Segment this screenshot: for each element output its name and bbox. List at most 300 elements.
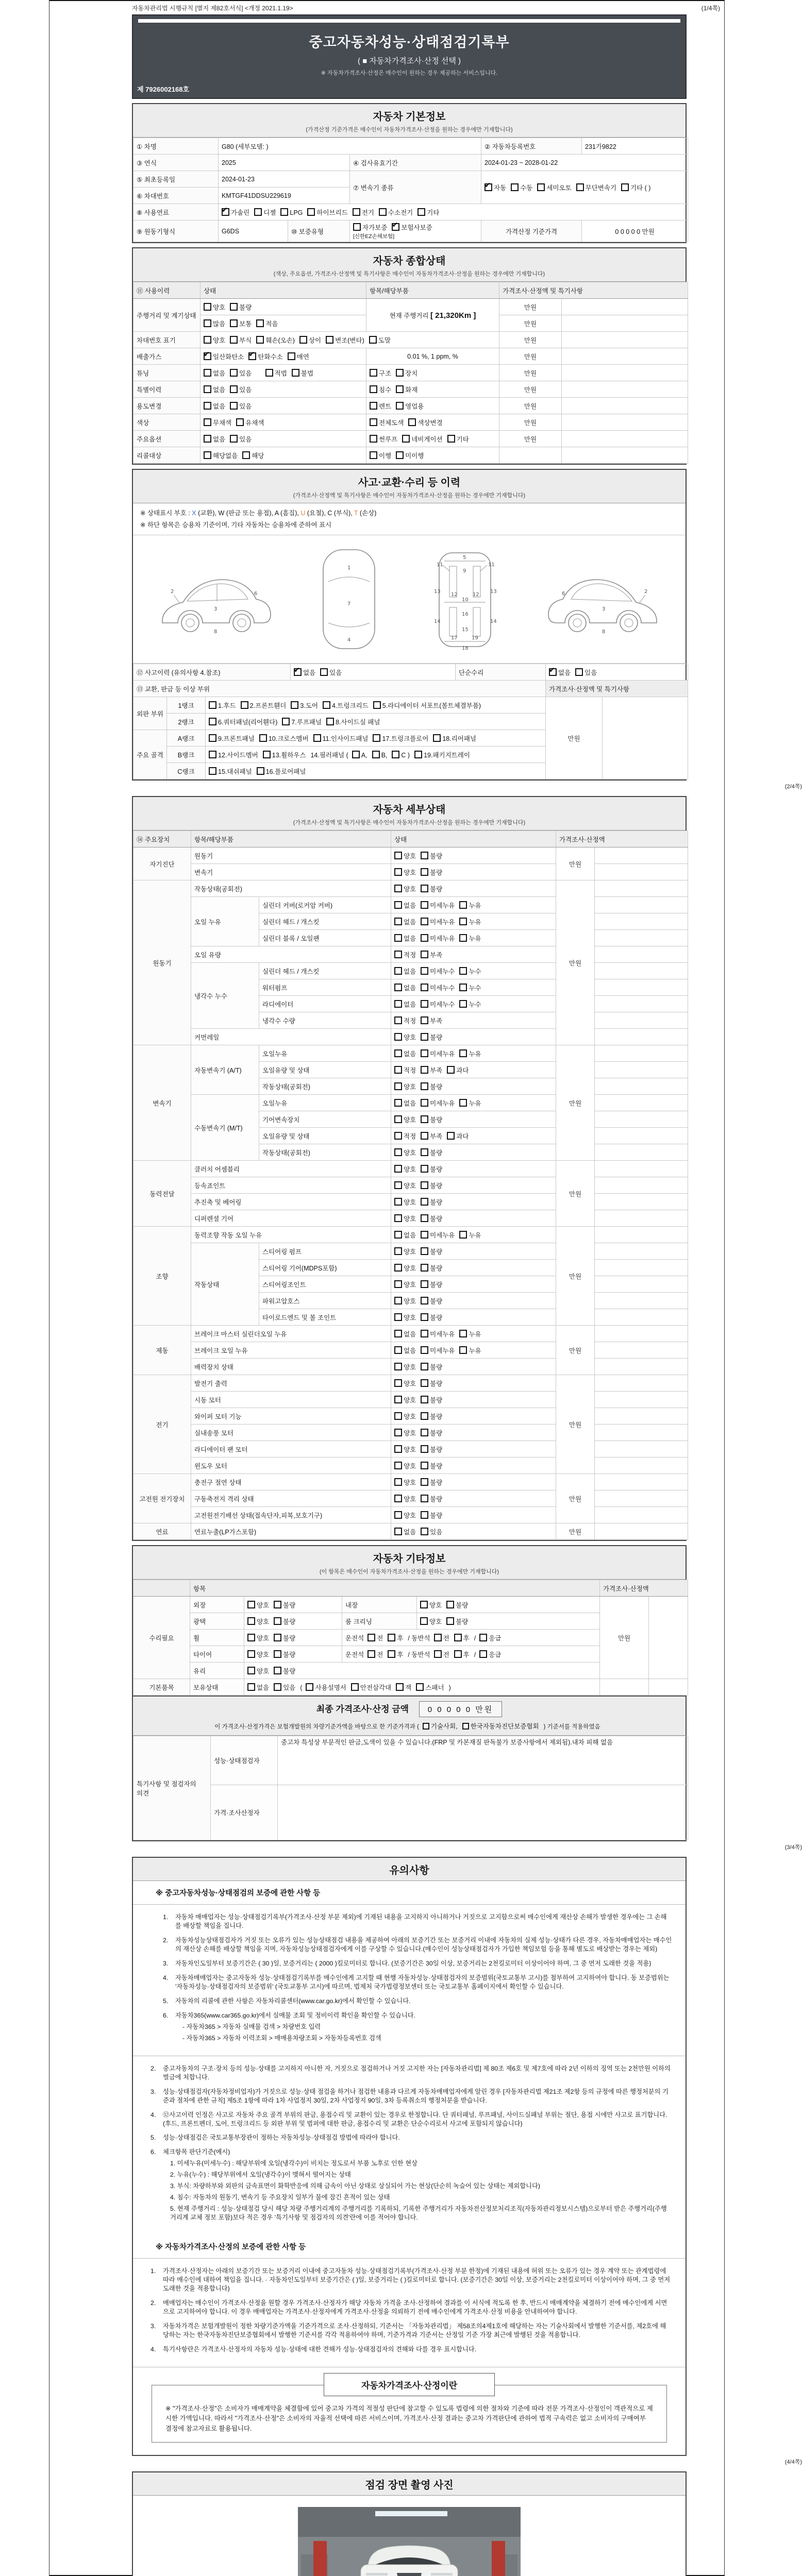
checkbox-option[interactable] <box>394 1412 416 1421</box>
checkbox-icon[interactable] <box>421 901 428 909</box>
checkbox-icon[interactable] <box>421 1247 428 1255</box>
checkbox-icon[interactable] <box>299 336 307 344</box>
checkbox-icon[interactable] <box>230 402 238 410</box>
checkbox-group-cell[interactable] <box>391 1210 556 1227</box>
checkbox-option[interactable] <box>379 208 413 217</box>
checkbox-icon[interactable] <box>209 701 216 709</box>
checkbox-group-cell[interactable] <box>391 1227 556 1243</box>
checkbox-option[interactable] <box>204 302 225 312</box>
checkbox-option[interactable] <box>421 1181 442 1190</box>
checkbox-icon[interactable] <box>434 1650 442 1658</box>
checkbox-icon[interactable] <box>394 1148 402 1156</box>
checkbox-icon[interactable] <box>204 402 211 410</box>
checkbox-option[interactable] <box>204 368 225 378</box>
checkbox-option[interactable] <box>274 1617 295 1626</box>
checkbox-icon[interactable] <box>247 1617 255 1625</box>
checkbox-icon[interactable] <box>479 1634 487 1641</box>
checkbox-icon[interactable] <box>394 1511 402 1519</box>
checkbox-icon[interactable] <box>306 1683 313 1691</box>
checkbox-icon[interactable] <box>326 336 333 344</box>
checkbox-icon[interactable] <box>421 1363 428 1370</box>
checkbox-group-cell[interactable] <box>391 1474 556 1490</box>
checkbox-option[interactable] <box>306 1683 346 1692</box>
checkbox-icon[interactable] <box>394 901 402 909</box>
checkbox-icon[interactable] <box>459 1330 467 1337</box>
checkbox-icon[interactable] <box>421 885 428 892</box>
checkbox-icon[interactable] <box>394 1478 402 1486</box>
checkbox-icon[interactable] <box>313 734 321 742</box>
checkbox-group-cell[interactable] <box>206 714 546 730</box>
checkbox-option[interactable] <box>421 1412 442 1421</box>
checkbox-option[interactable] <box>446 1617 468 1626</box>
checkbox-group-cell[interactable] <box>366 398 499 414</box>
checkbox-option[interactable] <box>421 1527 442 1536</box>
checkbox-icon[interactable] <box>394 1181 402 1189</box>
checkbox-option[interactable] <box>421 1395 442 1404</box>
checkbox-icon[interactable] <box>421 1082 428 1090</box>
checkbox-checked-icon[interactable] <box>222 208 229 216</box>
checkbox-icon[interactable] <box>204 303 211 311</box>
checkbox-icon[interactable] <box>459 1231 467 1239</box>
checkbox-icon[interactable] <box>421 1412 428 1420</box>
checkbox-icon[interactable] <box>421 1379 428 1387</box>
checkbox-option[interactable] <box>549 668 571 677</box>
checkbox-option[interactable] <box>394 1164 416 1174</box>
checkbox-option[interactable] <box>209 767 252 776</box>
checkbox-icon[interactable] <box>204 336 211 344</box>
checkbox-icon[interactable] <box>421 1511 428 1519</box>
checkbox-option[interactable] <box>291 701 318 710</box>
checkbox-option[interactable] <box>222 208 249 217</box>
checkbox-icon[interactable] <box>462 1723 469 1730</box>
checkbox-option[interactable] <box>394 1346 416 1355</box>
checkbox-group-cell[interactable] <box>391 1029 556 1045</box>
checkbox-option[interactable] <box>459 967 481 976</box>
checkbox-group-cell[interactable] <box>391 1490 556 1507</box>
checkbox-option[interactable] <box>394 1527 416 1536</box>
checkbox-option[interactable] <box>447 1065 469 1075</box>
checkbox-icon[interactable] <box>394 1198 402 1206</box>
checkbox-option[interactable] <box>421 934 455 943</box>
checkbox-icon[interactable] <box>394 1429 402 1436</box>
checkbox-checked-icon[interactable] <box>294 668 302 676</box>
checkbox-option[interactable] <box>414 750 470 759</box>
checkbox-group-cell[interactable] <box>244 1630 342 1646</box>
checkbox-group-cell[interactable] <box>201 414 366 431</box>
checkbox-option[interactable] <box>511 183 532 192</box>
checkbox-group-cell[interactable] <box>391 1359 556 1375</box>
checkbox-icon[interactable] <box>367 1650 375 1658</box>
checkbox-option[interactable] <box>459 1329 481 1338</box>
checkbox-option[interactable] <box>417 208 439 217</box>
checkbox-option[interactable] <box>421 1329 455 1338</box>
checkbox-option[interactable] <box>396 401 424 411</box>
checkbox-icon[interactable] <box>257 767 264 775</box>
checkbox-option[interactable] <box>421 999 455 1009</box>
checkbox-icon[interactable] <box>459 1346 467 1354</box>
checkbox-icon[interactable] <box>394 1445 402 1453</box>
checkbox-icon[interactable] <box>280 208 288 216</box>
checkbox-option[interactable] <box>420 1600 442 1609</box>
checkbox-group-cell[interactable] <box>366 381 499 398</box>
checkbox-option[interactable] <box>263 750 306 759</box>
checkbox-option[interactable] <box>434 1633 449 1642</box>
checkbox-icon[interactable] <box>209 767 216 775</box>
checkbox-option[interactable] <box>394 1115 416 1124</box>
checkbox-group-cell[interactable] <box>391 1144 556 1161</box>
checkbox-icon[interactable] <box>394 868 402 876</box>
checkbox-icon[interactable] <box>372 751 380 758</box>
checkbox-icon[interactable] <box>447 1132 455 1140</box>
checkbox-option[interactable] <box>421 1280 442 1289</box>
checkbox-icon[interactable] <box>274 1634 281 1641</box>
checkbox-group-cell[interactable] <box>201 365 366 381</box>
checkbox-icon[interactable] <box>291 701 298 709</box>
checkbox-option[interactable] <box>421 1461 442 1470</box>
checkbox-option[interactable] <box>394 1461 416 1470</box>
checkbox-option[interactable] <box>394 1049 416 1058</box>
checkbox-option[interactable] <box>230 368 252 378</box>
checkbox-icon[interactable] <box>396 1683 404 1691</box>
checkbox-group-cell[interactable] <box>391 963 556 979</box>
checkbox-option[interactable] <box>299 335 321 345</box>
checkbox-icon[interactable] <box>292 369 299 377</box>
checkbox-group-cell[interactable] <box>391 1293 556 1309</box>
checkbox-option[interactable] <box>288 352 309 361</box>
checkbox-option[interactable] <box>292 368 313 378</box>
checkbox-option[interactable] <box>462 1721 539 1731</box>
checkbox-option[interactable] <box>394 917 416 926</box>
checkbox-icon[interactable] <box>236 418 244 426</box>
checkbox-icon[interactable] <box>421 1478 428 1486</box>
checkbox-group-cell[interactable] <box>391 1111 556 1128</box>
checkbox-group-cell[interactable] <box>201 381 366 398</box>
checkbox-group-cell[interactable] <box>391 1309 556 1326</box>
checkbox-icon[interactable] <box>421 1033 428 1041</box>
checkbox-option[interactable] <box>421 1131 442 1141</box>
checkbox-icon[interactable] <box>417 208 425 216</box>
checkbox-option[interactable] <box>247 1600 269 1609</box>
checkbox-group-cell[interactable] <box>391 1441 556 1458</box>
checkbox-icon[interactable] <box>423 1723 429 1730</box>
checkbox-option[interactable] <box>394 1197 416 1207</box>
checkbox-option[interactable] <box>394 1511 416 1520</box>
checkbox-option[interactable] <box>394 868 416 877</box>
checkbox-option[interactable] <box>394 1296 416 1306</box>
checkbox-icon[interactable] <box>394 1214 402 1222</box>
checkbox-icon[interactable] <box>370 402 377 410</box>
checkbox-option[interactable] <box>402 434 442 444</box>
checkbox-icon[interactable] <box>394 1132 402 1140</box>
checkbox-option[interactable] <box>421 950 442 959</box>
checkbox-icon[interactable] <box>394 1099 402 1107</box>
checkbox-option[interactable] <box>394 1428 416 1437</box>
checkbox-option[interactable] <box>394 1247 416 1256</box>
checkbox-icon[interactable] <box>204 418 211 426</box>
checkbox-option[interactable] <box>394 1395 416 1404</box>
checkbox-option[interactable] <box>265 368 287 378</box>
checkbox-icon[interactable] <box>209 718 216 725</box>
checkbox-option[interactable] <box>396 1683 411 1692</box>
checkbox-icon[interactable] <box>433 734 441 742</box>
checkbox-icon[interactable] <box>421 1000 428 1008</box>
checkbox-option[interactable] <box>274 1666 295 1675</box>
checkbox-option[interactable] <box>484 183 506 192</box>
checkbox-option[interactable] <box>230 302 252 312</box>
checkbox-group-cell[interactable] <box>391 880 556 897</box>
checkbox-icon[interactable] <box>459 918 467 925</box>
checkbox-icon[interactable] <box>394 1379 402 1387</box>
checkbox-option[interactable] <box>421 1296 442 1306</box>
checkbox-icon[interactable] <box>282 718 290 725</box>
checkbox-option[interactable] <box>459 1346 481 1355</box>
checkbox-option[interactable] <box>421 868 442 877</box>
checkbox-icon[interactable] <box>459 1000 467 1008</box>
checkbox-option[interactable] <box>394 1329 416 1338</box>
checkbox-option[interactable] <box>274 1600 295 1609</box>
checkbox-group-cell[interactable] <box>391 1095 556 1111</box>
checkbox-option[interactable] <box>459 917 481 926</box>
checkbox-icon[interactable] <box>421 1297 428 1304</box>
checkbox-icon[interactable] <box>373 734 380 742</box>
checkbox-icon[interactable] <box>394 1280 402 1288</box>
checkbox-group-cell[interactable] <box>206 747 546 763</box>
checkbox-group-cell[interactable] <box>206 697 546 714</box>
checkbox-icon[interactable] <box>394 1313 402 1321</box>
checkbox-icon[interactable] <box>370 451 377 459</box>
checkbox-option[interactable] <box>459 1049 481 1058</box>
checkbox-icon[interactable] <box>320 668 328 676</box>
checkbox-icon[interactable] <box>230 385 238 393</box>
checkbox-option[interactable] <box>257 767 306 776</box>
checkbox-option[interactable] <box>576 183 616 192</box>
checkbox-option[interactable] <box>394 999 416 1009</box>
checkbox-group-cell[interactable] <box>366 365 499 381</box>
checkbox-icon[interactable] <box>394 1247 402 1255</box>
checkbox-option[interactable] <box>307 208 347 217</box>
checkbox-option[interactable] <box>274 1650 295 1659</box>
checkbox-group-cell[interactable] <box>391 1507 556 1523</box>
checkbox-group-cell[interactable] <box>244 1663 600 1679</box>
checkbox-icon[interactable] <box>621 183 629 191</box>
checkbox-option[interactable] <box>420 1617 442 1626</box>
checkbox-icon[interactable] <box>446 1617 454 1625</box>
checkbox-option[interactable] <box>254 208 276 217</box>
checkbox-option[interactable] <box>459 1098 481 1108</box>
checkbox-icon[interactable] <box>394 1082 402 1090</box>
checkbox-icon[interactable] <box>274 1617 281 1625</box>
checkbox-icon[interactable] <box>274 1667 281 1674</box>
checkbox-icon[interactable] <box>351 1683 359 1691</box>
fuel-options[interactable] <box>219 204 688 221</box>
checkbox-option[interactable] <box>209 750 258 759</box>
checkbox-option[interactable] <box>209 717 277 726</box>
checkbox-icon[interactable] <box>388 1634 395 1641</box>
checkbox-option[interactable] <box>370 401 391 411</box>
checkbox-icon[interactable] <box>421 1016 428 1024</box>
checkbox-option[interactable] <box>454 1650 470 1659</box>
checkbox-icon[interactable] <box>421 1313 428 1321</box>
checkbox-option[interactable] <box>370 418 404 427</box>
checkbox-option[interactable] <box>394 1379 416 1388</box>
checkbox-icon[interactable] <box>370 385 377 393</box>
checkbox-option[interactable] <box>236 418 264 427</box>
checkbox-icon[interactable] <box>421 1280 428 1288</box>
checkbox-icon[interactable] <box>265 369 273 377</box>
checkbox-icon[interactable] <box>421 1066 428 1074</box>
checkbox-icon[interactable] <box>421 1214 428 1222</box>
checkbox-icon[interactable] <box>408 418 416 426</box>
checkbox-icon[interactable] <box>396 451 404 459</box>
checkbox-option[interactable] <box>394 884 416 893</box>
checkbox-option[interactable] <box>259 734 309 743</box>
checkbox-option[interactable] <box>394 1131 416 1141</box>
checkbox-group-cell[interactable] <box>342 1630 600 1646</box>
checkbox-icon[interactable] <box>259 734 267 742</box>
checkbox-option[interactable] <box>242 451 264 460</box>
checkbox-icon[interactable] <box>353 208 360 216</box>
checkbox-option[interactable] <box>394 1148 416 1157</box>
checkbox-checked-icon[interactable] <box>392 223 399 231</box>
checkbox-option[interactable] <box>230 434 252 444</box>
checkbox-group-cell[interactable] <box>366 414 499 431</box>
checkbox-option[interactable] <box>446 1600 468 1609</box>
checkbox-option[interactable] <box>204 335 225 345</box>
checkbox-group-cell[interactable] <box>201 299 366 315</box>
checkbox-icon[interactable] <box>388 1650 395 1658</box>
checkbox-option[interactable] <box>459 934 481 943</box>
checkbox-option[interactable] <box>421 1214 442 1223</box>
checkbox-icon[interactable] <box>307 208 315 216</box>
checkbox-icon[interactable] <box>379 208 387 216</box>
checkbox-option[interactable] <box>247 1666 269 1675</box>
checkbox-group-cell[interactable] <box>391 1408 556 1425</box>
checkbox-icon[interactable] <box>421 1132 428 1140</box>
checkbox-option[interactable] <box>230 401 252 411</box>
checkbox-option[interactable] <box>394 1181 416 1190</box>
checkbox-option[interactable] <box>421 1016 442 1025</box>
checkbox-option[interactable] <box>369 335 391 345</box>
checkbox-icon[interactable] <box>242 451 250 459</box>
checkbox-option[interactable] <box>209 734 255 743</box>
checkbox-icon[interactable] <box>511 183 519 191</box>
checkbox-icon[interactable] <box>421 1148 428 1156</box>
checkbox-group-cell[interactable] <box>391 848 556 864</box>
checkbox-group-cell[interactable] <box>206 730 546 747</box>
checkbox-option[interactable] <box>394 967 416 976</box>
checkbox-option[interactable] <box>394 1032 416 1042</box>
checkbox-option[interactable] <box>396 451 424 460</box>
checkbox-option[interactable] <box>421 1346 455 1355</box>
checkbox-option[interactable] <box>421 967 455 976</box>
checkbox-icon[interactable] <box>421 1099 428 1107</box>
checkbox-option[interactable] <box>416 1683 444 1692</box>
checkbox-option[interactable] <box>421 1032 442 1042</box>
checkbox-icon[interactable] <box>537 183 545 191</box>
checkbox-option[interactable] <box>421 1445 442 1454</box>
checkbox-option[interactable] <box>396 368 417 378</box>
checkbox-icon[interactable] <box>247 1650 255 1658</box>
checkbox-option[interactable] <box>388 1633 403 1642</box>
checkbox-group-cell[interactable] <box>391 897 556 913</box>
checkbox-option[interactable] <box>394 1478 416 1487</box>
checkbox-icon[interactable] <box>420 1617 428 1625</box>
checkbox-icon[interactable] <box>421 1264 428 1272</box>
checkbox-icon[interactable] <box>394 934 402 942</box>
checkbox-option[interactable] <box>421 983 455 992</box>
checkbox-option[interactable] <box>326 335 364 345</box>
checkbox-option[interactable] <box>396 385 417 394</box>
checkbox-option[interactable] <box>353 223 387 232</box>
checkbox-option[interactable] <box>394 901 416 910</box>
checkbox-option[interactable] <box>313 734 369 743</box>
checkbox-icon[interactable] <box>421 1181 428 1189</box>
checkbox-icon[interactable] <box>274 1650 281 1658</box>
checkbox-group-cell[interactable] <box>391 1523 556 1540</box>
checkbox-group-cell[interactable] <box>417 1613 600 1630</box>
checkbox-icon[interactable] <box>421 1049 428 1057</box>
checkbox-option[interactable] <box>326 717 380 726</box>
checkbox-option[interactable] <box>421 1164 442 1174</box>
checkbox-icon[interactable] <box>392 751 399 758</box>
checkbox-option[interactable] <box>421 1494 442 1503</box>
checkbox-icon[interactable] <box>230 303 238 311</box>
checkbox-icon[interactable] <box>394 1066 402 1074</box>
checkbox-option[interactable] <box>394 1065 416 1075</box>
checkbox-option[interactable] <box>247 1650 269 1659</box>
checkbox-option[interactable] <box>459 901 481 910</box>
checkbox-icon[interactable] <box>394 885 402 892</box>
checkbox-group-cell[interactable] <box>391 1177 556 1194</box>
checkbox-icon[interactable] <box>394 852 402 859</box>
checkbox-icon[interactable] <box>421 1445 428 1453</box>
checkbox-option[interactable] <box>421 901 455 910</box>
checkbox-group-cell[interactable] <box>391 946 556 963</box>
checkbox-icon[interactable] <box>459 901 467 909</box>
checkbox-option[interactable] <box>421 1082 442 1091</box>
checkbox-icon[interactable] <box>394 951 402 958</box>
checkbox-icon[interactable] <box>479 1650 487 1658</box>
checkbox-icon[interactable] <box>230 369 238 377</box>
checkbox-group-cell[interactable] <box>391 1128 556 1144</box>
checkbox-icon[interactable] <box>416 1683 424 1691</box>
checkbox-option[interactable] <box>421 1230 455 1240</box>
checkbox-icon[interactable] <box>204 435 211 443</box>
checkbox-option[interactable] <box>204 451 238 460</box>
checkbox-icon[interactable] <box>421 868 428 876</box>
checkbox-icon[interactable] <box>446 1601 454 1608</box>
checkbox-option[interactable] <box>370 368 391 378</box>
checkbox-option[interactable] <box>394 1263 416 1273</box>
checkbox-group-cell[interactable] <box>201 348 366 365</box>
checkbox-option[interactable] <box>394 1494 416 1503</box>
checkbox-option[interactable] <box>459 983 481 992</box>
accident-history-options[interactable] <box>291 664 456 681</box>
checkbox-group-cell[interactable] <box>391 913 556 930</box>
checkbox-group-cell[interactable] <box>366 431 499 447</box>
checkbox-option[interactable] <box>204 352 244 361</box>
checkbox-icon[interactable] <box>204 319 211 327</box>
checkbox-group-cell[interactable] <box>391 1012 556 1029</box>
checkbox-option[interactable] <box>394 950 416 959</box>
checkbox-group-cell[interactable] <box>391 1243 556 1260</box>
checkbox-icon[interactable] <box>263 751 271 758</box>
checkbox-icon[interactable] <box>421 1115 428 1123</box>
checkbox-option[interactable] <box>537 183 571 192</box>
checkbox-icon[interactable] <box>396 402 404 410</box>
checkbox-icon[interactable] <box>256 319 264 327</box>
checkbox-icon[interactable] <box>247 1634 255 1641</box>
